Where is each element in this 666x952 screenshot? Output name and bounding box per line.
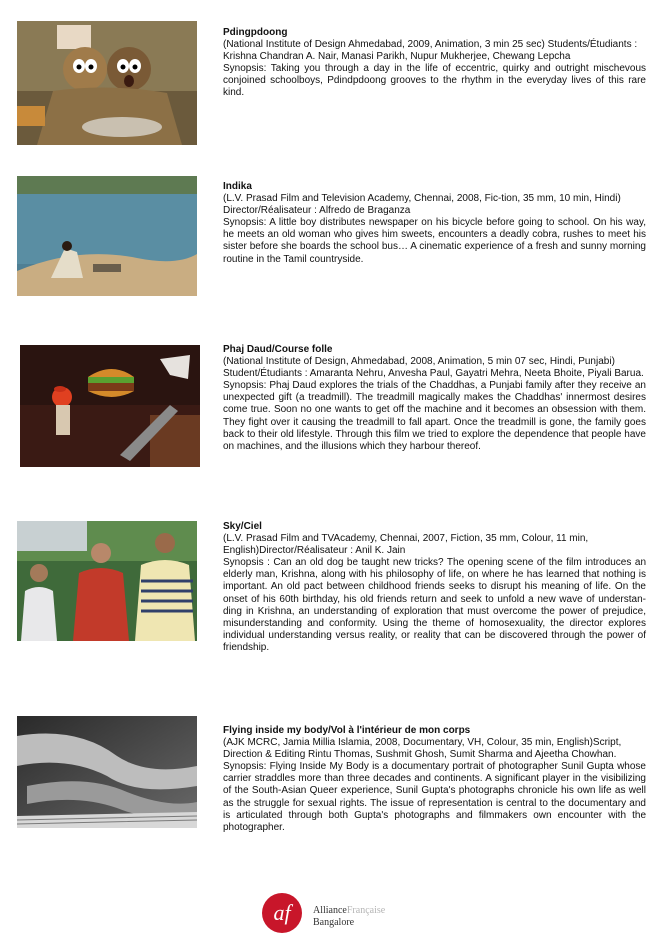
film-title: Phaj Daud/Course folle — [223, 344, 333, 355]
film-credits: (National Institute of Design Ahmedabad, 2009, Animation, 3 min 25 sec) Students/Étudiants : Krishna Chandran A. Nair, Manasi Parikh, Nupur Mukherjee, Chewang Lepcha — [223, 39, 638, 63]
logo-line1b: Française — [346, 905, 386, 916]
film-title: Pdingpdoong — [223, 27, 288, 38]
film-credits: (AJK MCRC, Jamia Millia Islamia, 2008, Documentary, VH, Colour, 35 min, English)Script, Direction & Editing Rintu Thomas, Sushmit Ghosh, Sumit Sharma and Ajeetha Chowhan. — [223, 737, 622, 761]
film-synopsis: Synopsis: A little boy distributes newspaper on his bicycle before going to school. On his way, he meets an old woman who gives him sweets, encounters a deadly cobra, rushes to meet his sister before she boards the school bus… A cinematic experience of a fresh and sunny morning routine in the Tamil countryside. — [223, 217, 646, 265]
film-still-indika — [17, 176, 197, 296]
film-title: Flying inside my body/Vol à l'intérieur de mon corps — [223, 725, 471, 736]
film-credits: (National Institute of Design, Ahmedabad, 2008, Animation, 5 min 07 sec, Hindi, Punjabi) Student/Étudiants : Amaranta Nehru, Anvesha Paul, Gayatri Mehra, Neeta Bhoite, Piyali Barua. — [223, 356, 644, 380]
film-synopsis: Synopsis: Phaj Daud explores the trials of the Chaddhas, a Punjabi family after they receive an unexpected gift (a treadmill). The treadmill magically makes the Chaddhas' innermost desires come true. Soon no one wants to get off the machine and it becomes an obsession with them. They fight over it causing the treadmill to fall apart. Once the treadmill is gone, the family goes back to their old lifestyle. Through this film we tried to explore the dependence that people have on machines, and the illusions which they harbour thereof. — [223, 380, 646, 452]
logo-line1a: Alliance — [313, 905, 347, 916]
film-synopsis: Synopsis : Can an old dog be taught new tricks? The opening scene of the film introduces an elderly man, Krishna, along with his philosophy of life, on where he has learned that nothing is important. An old pact between childhood friends seeks to disrupt his meaning of life. On the onset of his 60th birthday, his old friends return and seek to unfold a new wave of understan-ding in Krishna, an understanding of exploration that must overcome the power of prejudice, misunderstanding and conformity. Using the theme of homosexuality, the director explores individual understanding versus reality, or reality that can be discovered through the power of friendship. — [223, 557, 646, 653]
film-synopsis: Synopsis: Flying Inside My Body is a documentary portrait of photographer Sunil Gupta whose carrier straddles more than three decades and continents. A significant player in the visibilizing of the South-Asian Queer experience, Sunil Gupta's photographs chronicle his own life as well as the struggle for sexual rights. The issue of representation is central to the documentary and is articulated through both Gupta's photographs and filmmakers own encounter with the photographer. — [223, 761, 646, 833]
af-logo-mark: af — [273, 900, 291, 925]
film-title: Sky/Ciel — [223, 521, 262, 532]
film-title: Indika — [223, 181, 252, 192]
film-still-phaj-daud — [20, 345, 200, 467]
film-synopsis: Synopsis: Taking you through a day in the life of eccentric, quirky and outright mischevous conjoined schoolboys, Pdindpdoong grooves to the rhythm in the everyday lives of this rare kind. — [223, 63, 646, 99]
alliance-francaise-logo — [258, 887, 418, 939]
af-logo-icon — [258, 887, 310, 939]
film-still-sky-ciel — [17, 521, 197, 641]
film-still-pdingpdoong — [17, 21, 197, 145]
film-credits: (L.V. Prasad Film and Television Academy, Chennai, 2008, Fic-tion, 35 mm, 10 min, Hindi) Director/Réalisateur : Alfredo de Braganza — [223, 193, 621, 217]
logo-line2: Bangalore — [313, 917, 355, 928]
film-credits: (L.V. Prasad Film and TVAcademy, Chennai, 2007, Fiction, 35 mm, Colour, 11 min, English)Director/Réalisateur : Anil K. Jain — [223, 533, 589, 557]
logo-wordmark — [313, 905, 385, 929]
film-still-flying-inside — [17, 716, 197, 828]
